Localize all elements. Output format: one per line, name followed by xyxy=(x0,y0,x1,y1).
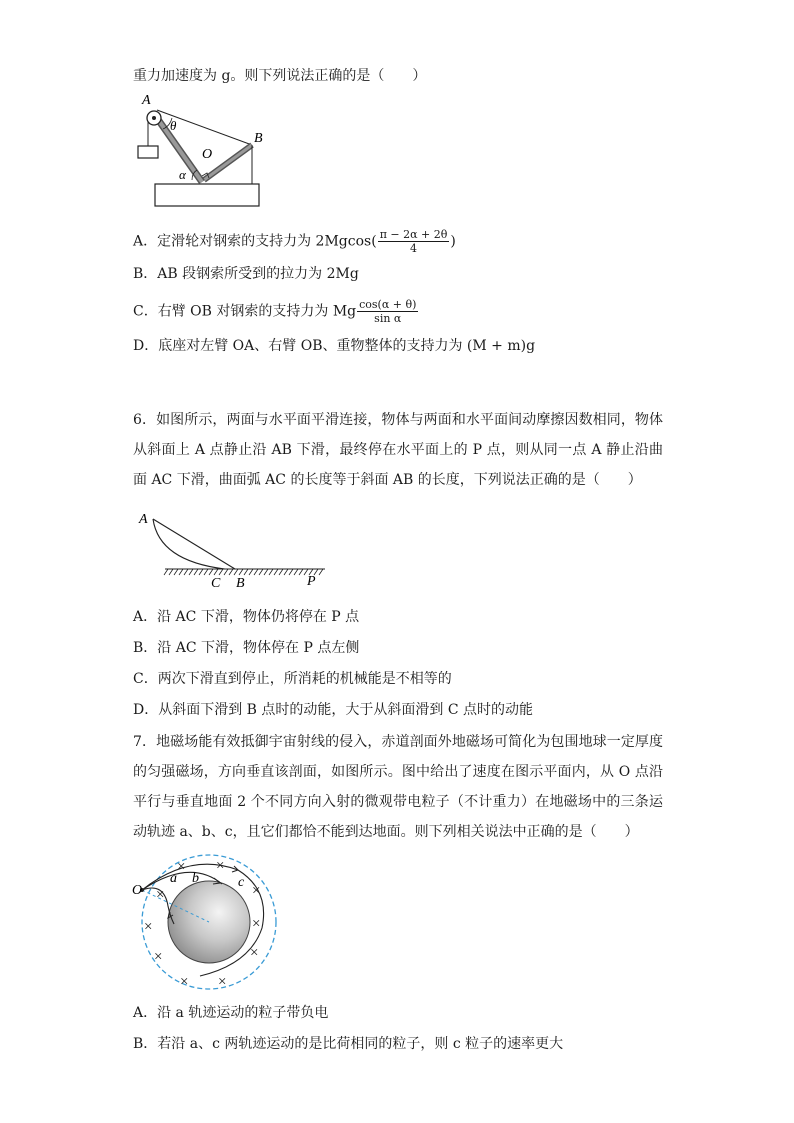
q5-option-c-fraction: $\frac{\cos(\alpha + \theta)}{\text{sin α}}$ xyxy=(359,298,417,325)
svg-text:×: × xyxy=(250,945,259,961)
q5-option-d: D．底座对左臂 OA、右臂 OB、重物整体的支持力为 (M + m)g xyxy=(133,338,536,354)
svg-text:×: × xyxy=(180,974,189,990)
label-p: P xyxy=(307,574,316,589)
label-o: O xyxy=(202,147,213,162)
q5-intro: 重力加速度为 g。则下列说法正确的是（ ） xyxy=(133,68,427,84)
q7-geomagnetic-figure xyxy=(130,852,290,992)
label-c: c xyxy=(238,875,245,890)
curve-ac xyxy=(153,519,225,569)
q5-option-a-text: A．定滑轮对钢索的支持力为 2Mgcos( xyxy=(133,233,377,250)
label-a: A xyxy=(139,512,148,527)
svg-text:×: × xyxy=(144,919,153,935)
label-o: O xyxy=(132,883,143,898)
q5-option-c-text: C．右臂 OB 对钢索的支持力为 Mg xyxy=(133,303,357,320)
q6-option-d: D．从斜面下滑到 B 点时的动能，大于从斜面滑到 C 点时的动能 xyxy=(133,702,534,718)
incline-ab xyxy=(153,519,235,569)
q6-option-c: C．两次下滑直到停止，所消耗的机械能是不相等的 xyxy=(133,671,452,687)
hanging-weight xyxy=(138,146,158,158)
q5-crane-figure xyxy=(130,90,270,210)
q6-slope-figure xyxy=(135,505,335,590)
q5-option-b: B．AB 段钢索所受到的拉力为 2Mg xyxy=(133,266,359,282)
label-c: C xyxy=(211,576,221,590)
q6-option-b: B．沿 AC 下滑，物体停在 P 点左侧 xyxy=(133,640,360,656)
svg-text:×: × xyxy=(156,887,165,903)
label-a: A xyxy=(142,93,151,108)
base-platform xyxy=(155,184,259,206)
svg-text:×: × xyxy=(177,859,186,875)
q6-option-a: A．沿 AC 下滑，物体仍将停在 P 点 xyxy=(133,609,360,625)
svg-text:×: × xyxy=(218,974,227,990)
label-b: b xyxy=(192,871,199,886)
svg-text:×: × xyxy=(154,949,163,965)
label-alpha: α xyxy=(179,167,186,182)
q7-option-a: A．沿 a 轨迹运动的粒子带负电 xyxy=(133,1005,329,1021)
svg-text:×: × xyxy=(252,883,261,899)
q6-stem: 6．如图所示，两面与水平面平滑连接，物体与两面和水平面间动摩擦因数相同，物体从斜面上 A 点静止沿 AB 下滑，最终停在水平面上的 P 点，则从同一点 A 静止沿曲面 AC 下滑，曲面弧 AC 的长度等于斜面 AB 的长度，下列说法正确的是（ ） xyxy=(133,412,663,488)
q5-option-a: A．定滑轮对钢索的支持力为 2Mgcos( $\frac{\pi - 2\alpha + 2\theta}{4}$ ) xyxy=(133,228,456,255)
q7-stem: 7．地磁场能有效抵御宇宙射线的侵入，赤道剖面外地磁场可简化为包围地球一定厚度的匀强磁场，方向垂直该剖面，如图所示。图中给出了速度在图示平面内，从 O 点沿平行与垂直地面 2 个不同方向入射的微观带电粒子（不计重力）在地磁场中的三条运动轨迹 a、b、c，且它们都恰不能到达地面。则下列相关说法中正确的是（ ） xyxy=(133,734,663,840)
label-a: a xyxy=(170,871,177,886)
q5-option-c xyxy=(133,298,419,325)
svg-text:×: × xyxy=(216,858,225,874)
q7-option-b: B．若沿 a、c 两轨迹运动的是比荷相同的粒子，则 c 粒子的速率更大 xyxy=(133,1036,564,1052)
q5-option-a-fraction: $\frac{\pi - 2\alpha + 2\theta}{4}$ xyxy=(379,228,448,255)
svg-text:×: × xyxy=(252,916,261,932)
label-b: B xyxy=(254,131,263,146)
label-b: B xyxy=(236,576,245,590)
label-theta: θ xyxy=(170,118,177,133)
